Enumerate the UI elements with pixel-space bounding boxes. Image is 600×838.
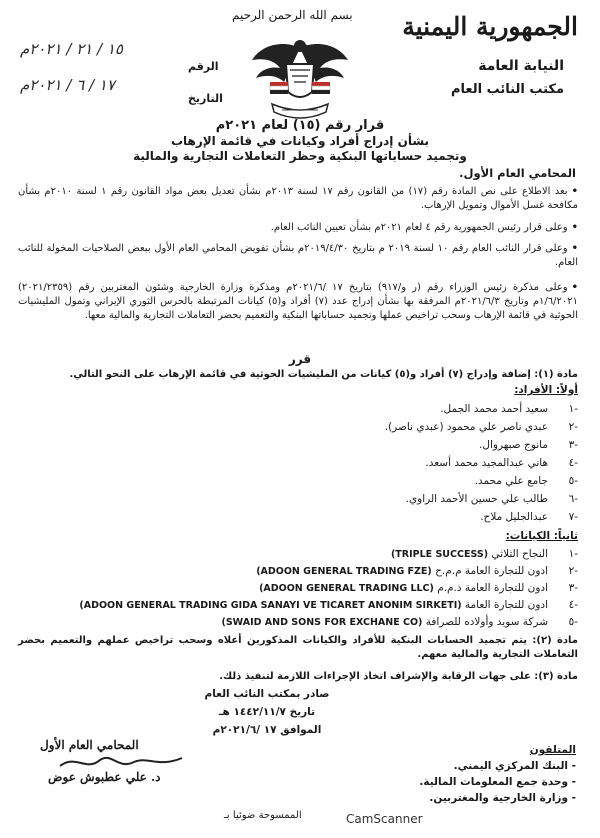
list-item: -١النجاح الثلاثي (TRIPLE SUCCESS) bbox=[390, 548, 578, 560]
article-2: مادة (٢): يتم تجميد الحسابات البنكية للأفراد والكيانات المذكورين أعلاه وسحب تراخيص عملهم والتعميم بحضر التعاملات التجارية والمالية معهم. bbox=[18, 635, 578, 661]
cc-item: - وزارة الخارجية والمغتربين. bbox=[429, 792, 576, 804]
republic-title: الجمهورية اليمنية bbox=[402, 12, 578, 41]
bismillah: بسم الله الرحمن الرحيم bbox=[232, 8, 353, 22]
addressee: المحامي العام الأول. bbox=[459, 166, 576, 180]
reference-value: ١٥ / ٢١ / ٢٠٢١م bbox=[20, 40, 123, 58]
article-3: مادة (٣): على جهات الرقابة والإشراف اتخاذ الإجراءات اللازمة لتنفيذ ذلك. bbox=[219, 671, 578, 682]
preamble-item: •وعلى قرار رئيس الجمهورية رقم ٤ لعام ٢٠٢١م بشأن تعيين النائب العام. bbox=[270, 222, 578, 233]
list-item: -١سعيد أحمد محمد الجمل. bbox=[440, 403, 578, 415]
decision-subject-1: بشأن إدراج أفراد وكيانات في قائمة الإرهاب bbox=[170, 134, 430, 148]
preamble-item: •بعد الاطلاع على نص المادة رقم (١٧) من القانون رقم ١٧ لسنة ٢٠١٣م بشأن تعديل بعض مواد القانون رقم ١ لسنة ٢٠١٠م بشأن مكافحة غسل الأموال وتمويل الإرهاب. bbox=[18, 186, 578, 212]
list-item: -٧عبدالجليل ملاح. bbox=[480, 511, 578, 523]
preamble-item: •وعلى مذكرة رئيس الوزراء رقم (ر و/٩١٧) بتاريخ ١٧ /٢٠٢١/٦م ومذكرة وزارة الخارجية وشئون المغتربين رقم (٢٠٢١/٢٣٥٩) ١/٦/٢٠٢١م وتاريخ ٢٠٢١/٦/٣م المرفقة بها بشأن إدراج عدد (٧) أفراد و(٥) كيانات المرتبطة بالحرس الثوري الإيراني وتمول المليشيات الحوثية في قائمة الإرهاب وسحب تراخيص عملها وتجميد حساباتها البنكية والتعميم بحضر التعاملات التجارية والمالية معها. bbox=[18, 282, 578, 322]
list-item: -٤هاني عبدالمجيد محمد أسعد. bbox=[425, 457, 578, 469]
article-1: مادة (١): إضافة وإدراج (٧) أفراد و(٥) كيانات من المليشيات الحوثية في قائمة الإرهاب على النحو التالي. bbox=[69, 369, 578, 380]
list-item: -٢عبدي ناصر علي محمود (عبدي ناصر). bbox=[384, 421, 578, 433]
list-item: -٣مانوج صبهروال. bbox=[479, 439, 578, 451]
signatory-title: المحامي العام الأول bbox=[40, 738, 139, 752]
decree-word: قرر bbox=[288, 352, 312, 366]
list-item: -٥شركة سويد وأولاده للصرافة (SWAID AND SONS FOR EXCHANE CO) bbox=[221, 616, 578, 628]
prosecution-title: النيابة العامة bbox=[478, 58, 564, 74]
eagle-emblem-icon bbox=[248, 30, 352, 130]
date-label: التاريخ bbox=[188, 92, 223, 105]
decision-subject-2: وتجميد حساباتها البنكية وحظر التعاملات التجارية والمالية bbox=[133, 149, 467, 163]
list-item: -٢ادون للتجارة العامة م.م.ح (ADOON GENERAL TRADING FZE) bbox=[256, 565, 578, 577]
decision-title: قرار رقم (١٥) لعام ٢٠٢١م bbox=[215, 118, 385, 133]
list-item: -٦طالب علي حسين الأحمد الراوي. bbox=[405, 493, 578, 505]
date-value: ١٧ / ٦ / ٢٠٢١م bbox=[20, 76, 115, 94]
cc-item: - البنك المركزي اليمني. bbox=[453, 760, 576, 772]
cc-item: - وحدة جمع المعلومات المالية. bbox=[419, 776, 576, 788]
signatory-name: د. علي عطبوش عوض bbox=[48, 770, 161, 784]
hijri-date: تاريخ ١٤٤٢/١١/٧ هـ bbox=[218, 706, 316, 718]
issued-line: صادر بمكتب النائب العام bbox=[204, 688, 330, 700]
bullet-icon: • bbox=[571, 222, 578, 233]
bullet-icon: • bbox=[571, 186, 578, 197]
list-item: -٤ادون للتجارة العامة (ADOON GENERAL TRADING GIDA SANAYI VE TICARET ANONIM SIRKETI) bbox=[79, 599, 578, 611]
entities-heading: ثانياً: الكيانات: bbox=[505, 530, 578, 542]
bullet-icon: • bbox=[571, 243, 578, 254]
list-item: -٣ادون للتجارة العامة ذ.م.م (ADOON GENERAL TRADING LLC) bbox=[259, 582, 578, 594]
scanned-note: الممسوحة ضوئيا بـ bbox=[224, 810, 302, 821]
preamble-item: •وعلى قرار النائب العام رقم ١٠ لسنة ٢٠١٩ م بتاريخ ٢٠١٩/٤/٣٠م بشأن تفويض المحامي العام الأول ببعض الصلاحيات المخولة للنائب العام. bbox=[18, 243, 578, 269]
gregorian-date: الموافق ١٧ /٢٠٢١/٦م bbox=[212, 724, 322, 736]
camscanner-badge: CamScanner bbox=[346, 812, 423, 826]
individuals-heading: أولاً: الأفراد: bbox=[514, 384, 578, 396]
cc-heading: المتلقون bbox=[529, 744, 576, 756]
list-item: -٥جامع علي محمد. bbox=[474, 475, 578, 487]
reference-label: الرقم bbox=[188, 60, 219, 73]
bullet-icon: • bbox=[571, 282, 578, 293]
office-title: مكتب النائب العام bbox=[451, 82, 564, 97]
